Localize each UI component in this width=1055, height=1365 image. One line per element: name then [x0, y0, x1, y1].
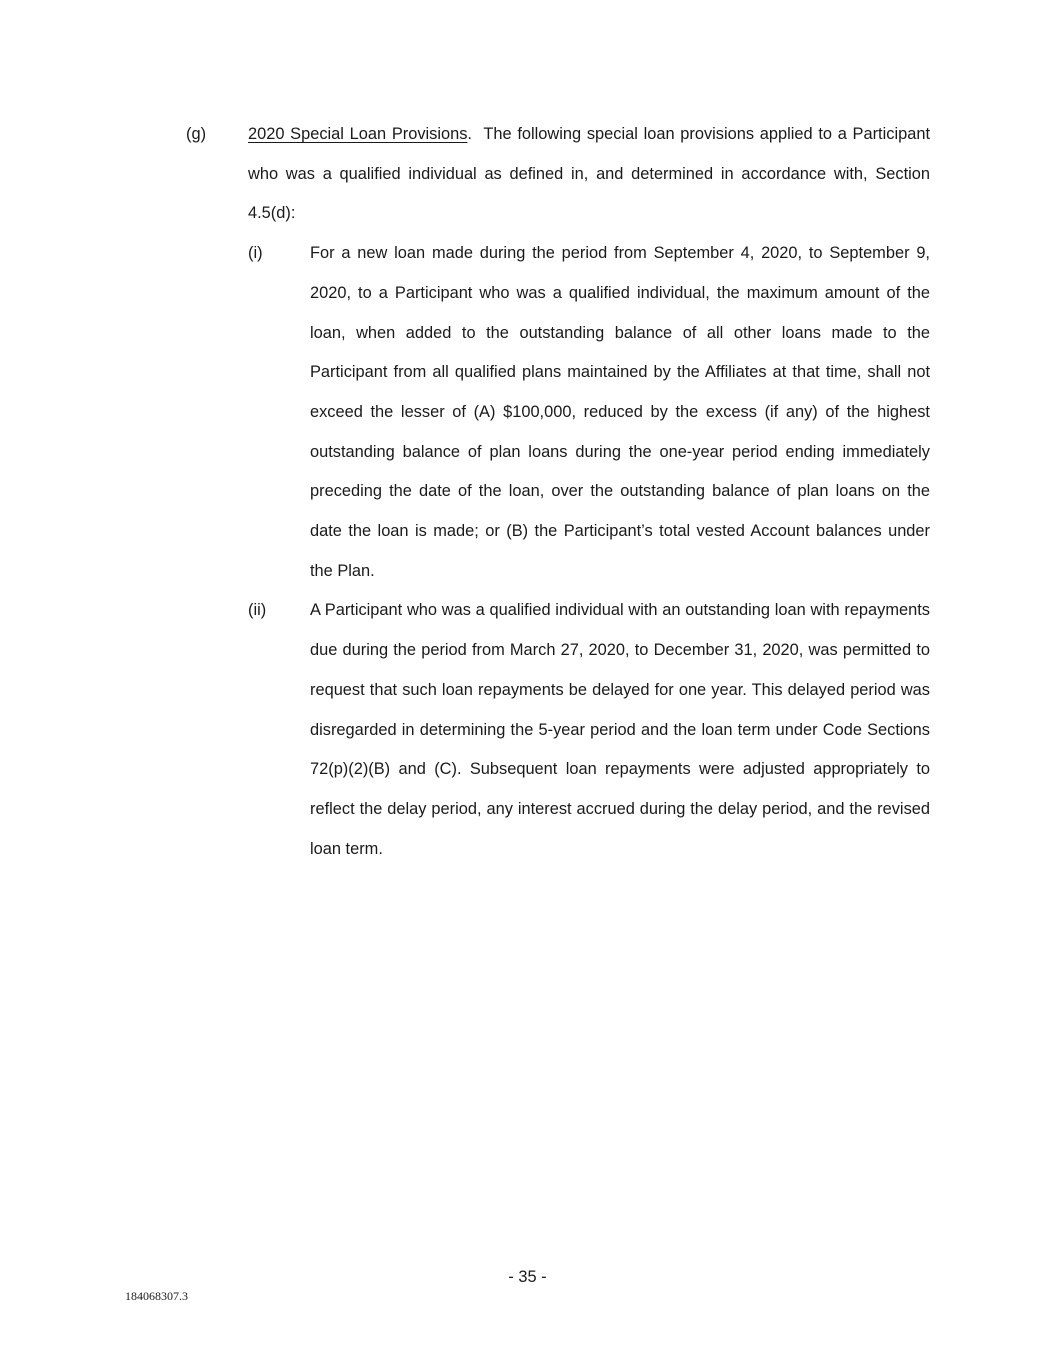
document-id: 184068307.3	[125, 1289, 188, 1303]
subsection-text: For a new loan made during the period from September 4, 2020, to September 9, 2020, to a Participant who was a qualified individual, the maximum amount of the loan, when added to the outstanding balance of all other loans made to the Participant from all qualified plans maintained by the Affiliates at that time, shall not exceed the lesser of (A) $100,000, reduced by the excess (if any) of the highest outstanding balance of plan loans during the one-year period ending immediately preceding the date of the loan, over the outstanding balance of plan loans on the date the loan is made; or (B) the Participant’s total vested Account balances under the Plan.	[310, 244, 930, 580]
section-intro: The following special loan provisions applied to a Participant who was a qualified individual as defined in, and determined in accordance with, Section 4.5(d):	[248, 125, 930, 223]
subsection-i	[248, 234, 930, 591]
section-label: (g)	[186, 125, 207, 143]
subsection-label: (i)	[248, 244, 263, 263]
page-number: - 35 -	[508, 1268, 547, 1286]
subsection-ii	[248, 591, 930, 869]
section-heading-period: .	[467, 125, 472, 143]
subsection-label: (ii)	[248, 601, 267, 620]
subsection-text: A Participant who was a qualified individual with an outstanding loan with repayments due during the period from March 27, 2020, to December 31, 2020, was permitted to request that such loan repayments be delayed for one year. This delayed period was disregarded in determining the 5-year period and the loan term under Code Sections 72(p)(2)(B) and (C). Subsequent loan repayments were adjusted appropriately to reflect the delay period, any interest accrued during the delay period, and the revised loan term.	[310, 601, 930, 858]
section-heading: 2020 Special Loan Provisions	[248, 125, 468, 143]
section-body	[248, 115, 930, 869]
